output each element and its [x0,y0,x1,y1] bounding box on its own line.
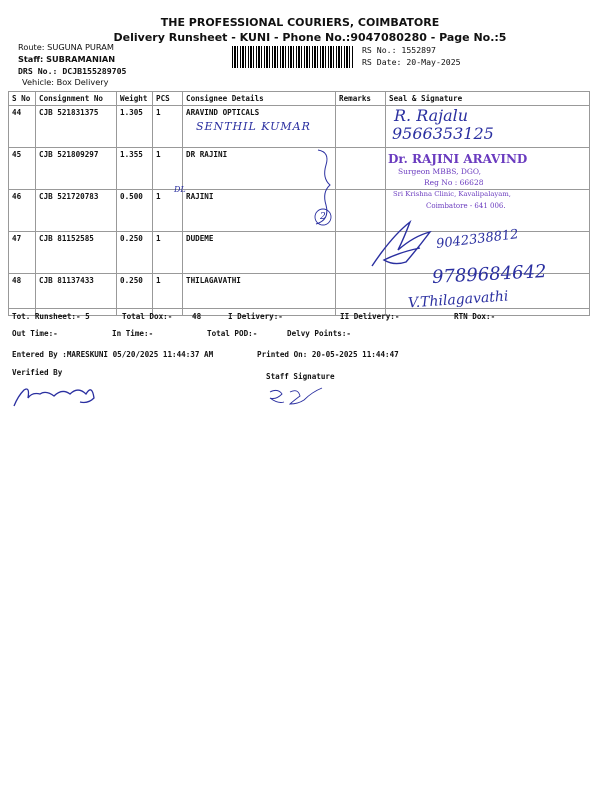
stamp-line-2: Surgeon MBBS, DGO, [398,167,481,176]
col-pcs: PCS [153,92,183,106]
stamp-line-3: Reg No : 66628 [424,178,484,187]
table-header-row [9,92,590,106]
cell-weight: 1.305 [117,106,153,148]
route-label: Route: SUGUNA PURAM [18,42,114,52]
cell-pcs: 1 [153,106,183,148]
tot-runsheet: Tot. Runsheet:- 5 [12,312,90,321]
cell-consignment: CJB 521831375 [36,106,117,148]
cell-weight: 0.500 [117,190,153,232]
cell-pcs: 1 [153,148,183,190]
verified-by-label: Verified By [12,368,63,377]
runsheet-subtitle: Delivery Runsheet - KUNI - Phone No.:9047080280 - Page No.:5 [113,31,507,44]
handwritten-senthil: SENTHIL KUMAR [196,120,311,133]
total-dox-label: Total Dox:- [122,312,173,321]
staff-label: Staff: SUBRAMANIAN [18,54,116,64]
barcode-image [232,46,354,68]
cell-consignee: DR RAJINI [183,148,336,190]
col-sno: S No [9,92,36,106]
cell-consignment: CJB 81137433 [36,274,117,316]
cell-sno: 45 [9,148,36,190]
col-consignee: Consignee Details [183,92,336,106]
staff-signature-mark [270,388,322,404]
footer-divider [8,308,590,309]
cell-sno: 44 [9,106,36,148]
total-dox-value: 48 [192,312,202,321]
col-remarks: Remarks [336,92,386,106]
total-pod: Total POD:- [207,329,258,338]
cell-remarks [336,232,386,274]
cell-remarks [336,106,386,148]
col-consignment: Consignment No [36,92,117,106]
rs-date: RS Date: 20-May-2025 [362,57,461,67]
out-time: Out Time:- [12,329,58,338]
handwritten-r-rajalu: R. Rajalu [394,106,469,125]
cell-sno: 48 [9,274,36,316]
col-weight: Weight [117,92,153,106]
cell-consignment: CJB 521809297 [36,148,117,190]
handwritten-phone-1: 9566353125 [392,124,494,143]
cell-consignment: CJB 81152585 [36,232,117,274]
handwritten-dl-mark: DL [174,185,186,194]
handwritten-phone-3: 9789684642 [431,261,548,288]
handwritten-thilagavathi: V.Thilagavathi [407,288,509,312]
in-time: In Time:- [112,329,154,338]
cell-sno: 47 [9,232,36,274]
handwritten-circled-2: 2 [320,212,326,222]
cell-remarks [336,148,386,190]
cell-consignee: ARAVIND OPTICALS [183,106,336,148]
cell-consignee: THILAGAVATHI [183,274,336,316]
rtn-dox: RTN Dox:- [454,312,496,321]
staff-signature-label: Staff Signature [266,372,335,381]
cell-remarks [336,274,386,316]
rs-number: RS No.: 1552897 [362,45,436,55]
cell-pcs: 1 [153,232,183,274]
stamp-line-4: Sri Krishna Clinic, Kavalipalayam, [393,190,511,198]
ii-delivery: II Delivery:- [340,312,400,321]
drs-number: DRS No.: DCJB155289705 [18,66,127,76]
cell-weight: 0.250 [117,274,153,316]
cell-consignee: RAJINI [183,190,336,232]
cell-weight: 1.355 [117,148,153,190]
cell-consignee: DUDEME [183,232,336,274]
cell-remarks [336,190,386,232]
col-seal: Seal & Signature [386,92,590,106]
cell-consignment: CJB 521720783 [36,190,117,232]
stamp-doctor-name: Dr. RAJINI ARAVIND [388,152,528,166]
i-delivery: I Delivery:- [228,312,283,321]
vehicle-label: Vehicle: Box Delivery [22,77,109,87]
verified-by-signature [14,389,94,406]
entered-by: Entered By :MARESKUNI 05/20/2025 11:44:37 AM [12,350,214,359]
stamp-line-5: Coimbatore - 641 006. [426,202,506,210]
company-title: THE PROFESSIONAL COURIERS, COIMBATORE [160,16,440,29]
cell-pcs: 1 [153,190,183,232]
delvy-points: Delvy Points:- [287,329,352,338]
cell-pcs: 1 [153,274,183,316]
cell-sno: 46 [9,190,36,232]
handwritten-phone-2: 9042338812 [435,227,520,252]
printed-on: Printed On: 20-05-2025 11:44:47 [257,350,399,359]
cell-weight: 0.250 [117,232,153,274]
